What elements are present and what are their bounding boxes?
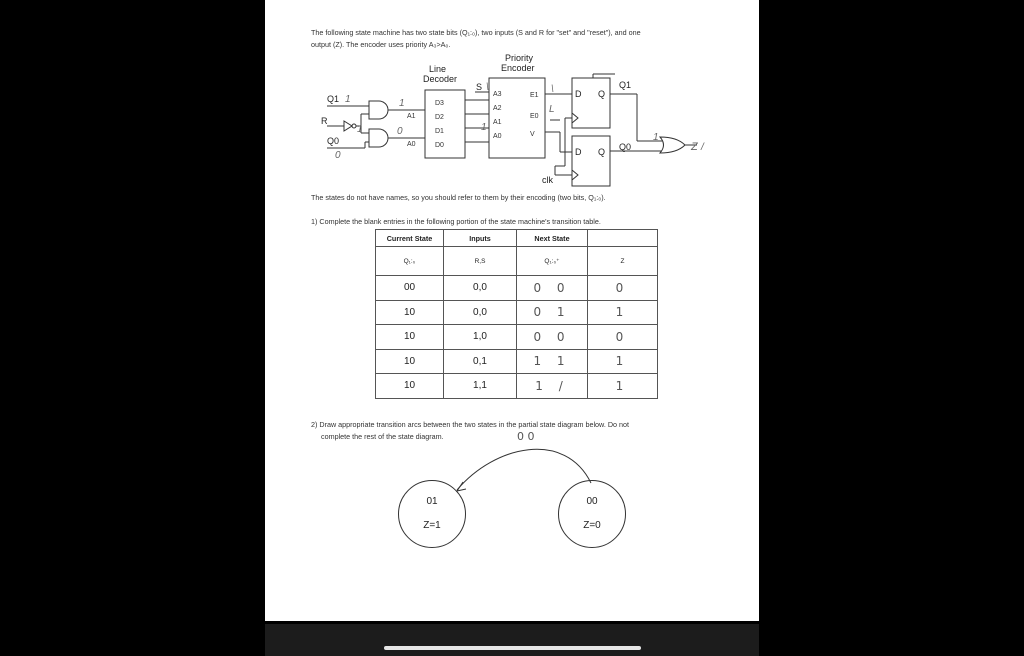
priority-encoder-label-2: Encoder [501, 63, 535, 73]
cell-inputs: 0,0 [444, 276, 517, 301]
priority-encoder-label-1: Priority [505, 53, 534, 63]
state-00-code: 00 [586, 496, 598, 507]
hw-and2-out: 0 [397, 126, 403, 137]
subheader-inputs: R,S [444, 247, 517, 276]
ff1-q: Q [598, 89, 606, 99]
subheader-current: Q₁:₀ [376, 247, 444, 276]
state-01-code: 01 [426, 496, 438, 507]
decoder-out-d0: D0 [435, 142, 444, 149]
ff0-d: D [575, 147, 582, 157]
bottom-divider [265, 621, 759, 624]
label-q0: Q0 [327, 136, 340, 146]
label-q1: Q1 [327, 94, 340, 104]
label-q0-out: Q0 [619, 142, 632, 152]
hw-s-mark: \ [486, 82, 489, 93]
decoder-out-d2: D2 [435, 114, 444, 121]
intro-line-2: output (Z). The encoder uses priority A₃>A₀. [311, 40, 451, 49]
hw-z-answer: Z [691, 141, 698, 153]
encoder-in-a1: A1 [493, 119, 502, 126]
question-2-line-2: complete the rest of the state diagram. [321, 432, 444, 441]
state-00-output: Z=0 [583, 520, 601, 531]
cell-inputs: 1,1 [444, 374, 517, 399]
bottom-bar [265, 621, 759, 656]
cell-inputs: 0,1 [444, 349, 517, 374]
header-next-state: Next State [517, 230, 588, 247]
decoder-out-d1: D1 [435, 128, 444, 135]
state-01 [398, 480, 466, 548]
line-decoder-label-1: Line [429, 64, 447, 74]
cell-next-handwritten: 1 1 [517, 349, 588, 374]
label-clk: clk [542, 175, 553, 185]
question-1-text: 1) Complete the blank entries in the following portion of the state machine's transition table. [311, 217, 601, 226]
cell-z-handwritten: 1 [588, 349, 658, 374]
hw-r-mark: 1 [357, 124, 363, 135]
hw-q1-mark: 1 [345, 94, 351, 105]
cell-inputs: 0,0 [444, 300, 517, 325]
hw-v-mark: 1 [481, 122, 487, 133]
subheader-z: Z [588, 247, 658, 276]
hw-and1-out: 1 [399, 98, 405, 109]
label-s: S [476, 82, 483, 92]
ff0-q: Q [598, 147, 606, 157]
encoder-in-a3: A3 [493, 91, 502, 98]
hw-q0-mark: 0 [335, 150, 341, 161]
hw-q0-out-mark: 1 [653, 132, 659, 143]
document-page [265, 0, 759, 621]
cell-inputs: 1,0 [444, 325, 517, 350]
label-q1-out: Q1 [619, 80, 632, 90]
header-inputs: Inputs [444, 230, 517, 247]
cell-next-handwritten: 0 1 [517, 300, 588, 325]
cell-z-handwritten: 0 [588, 325, 658, 350]
encoder-out-e0: E0 [530, 113, 539, 120]
decoder-in-a0: A0 [407, 141, 416, 148]
intro-line-1: The following state machine has two state bits (Q₁:₀), two inputs (S and R for "set" and "reset"), and one [311, 28, 641, 37]
encoder-in-a0: A0 [493, 133, 502, 140]
header-current-state: Current State [376, 230, 444, 247]
cell-next-handwritten: 0 0 [517, 276, 588, 301]
cell-next-handwritten: 1 / [517, 374, 588, 399]
state-01-output: Z=1 [423, 520, 441, 531]
states-note: The states do not have names, so you should refer to them by their encoding (two bits, Q₁:₀). [311, 193, 606, 202]
cell-z-handwritten: 0 [588, 276, 658, 301]
decoder-out-d3: D3 [435, 100, 444, 107]
hw-e0-mark: L [549, 104, 555, 115]
question-2-line-1: 2) Draw appropriate transition arcs between the two states in the partial state diagram below. Do not [311, 420, 630, 429]
subheader-next: Q₁:₀⁺ [517, 247, 588, 276]
cell-current: 10 [376, 325, 444, 350]
line-decoder-label-2: Decoder [423, 74, 458, 84]
hw-e1-mark: \ [551, 84, 554, 95]
hw-z-answer-mark: / [701, 142, 704, 153]
cell-current: 10 [376, 300, 444, 325]
cell-current: 10 [376, 374, 444, 399]
label-r: R [321, 116, 328, 126]
cell-current: 10 [376, 349, 444, 374]
ff1-d: D [575, 89, 582, 99]
encoder-in-a2: A2 [493, 105, 502, 112]
cell-z-handwritten: 1 [588, 300, 658, 325]
home-indicator[interactable] [384, 646, 641, 650]
hw-arc-label: 0 0 [517, 430, 535, 443]
encoder-out-v: V [530, 131, 535, 138]
decoder-in-a1: A1 [407, 113, 416, 120]
transition-arc [265, 0, 759, 621]
state-00 [558, 480, 626, 548]
encoder-out-e1: E1 [530, 92, 539, 99]
cell-current: 00 [376, 276, 444, 301]
cell-next-handwritten: 0 0 [517, 325, 588, 350]
cell-z-handwritten: 1 [588, 374, 658, 399]
